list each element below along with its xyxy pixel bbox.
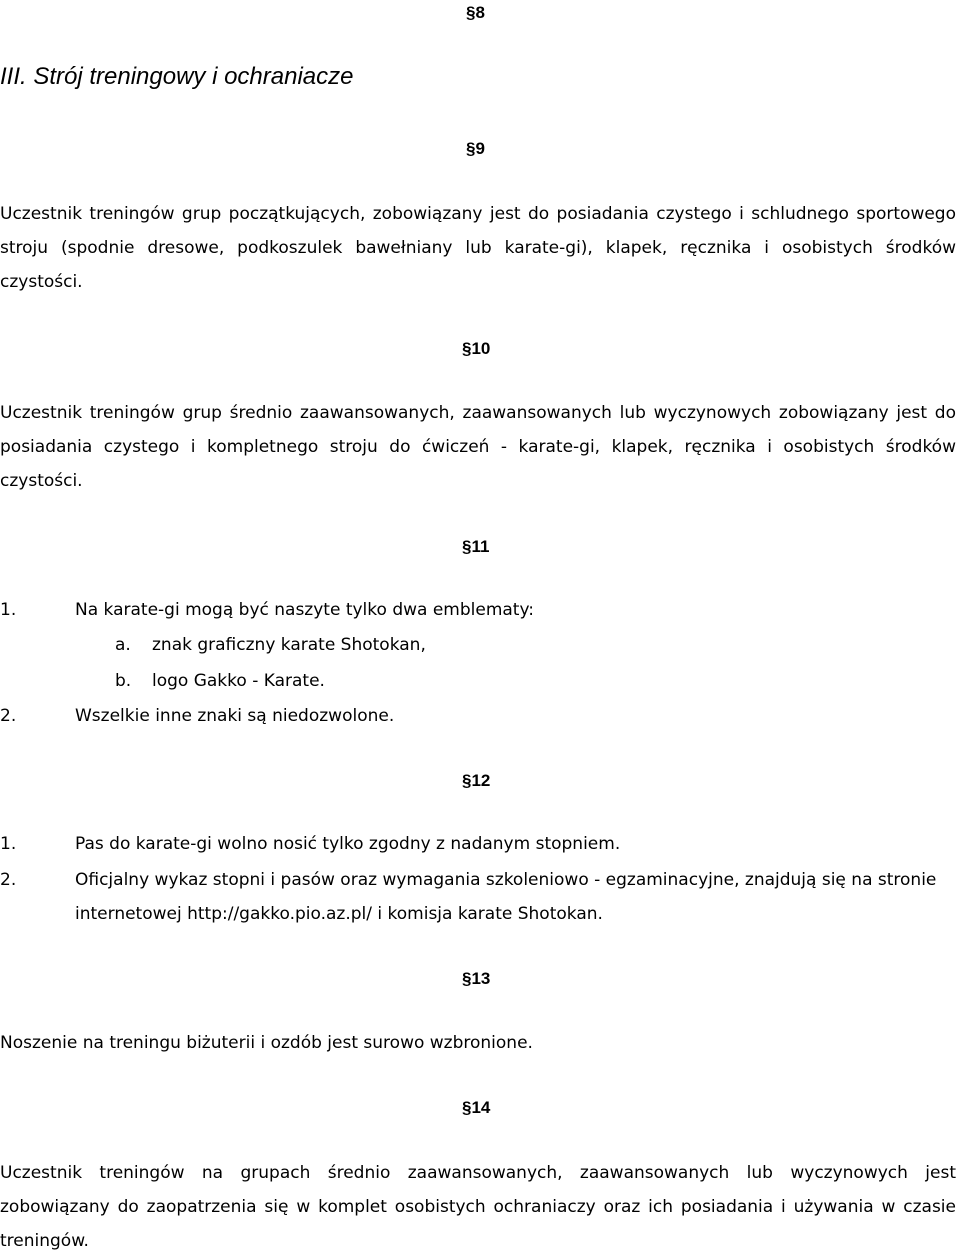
section-11-label: §11 <box>462 537 490 556</box>
list-item-number: 1. <box>0 600 17 620</box>
sublist-item: znak graficzny karate Shotokan, <box>152 635 426 655</box>
list-item-number: 1. <box>0 834 17 854</box>
section-9-label: §9 <box>466 139 485 158</box>
section-13-text: Noszenie na treningu biżuterii i ozdób jest surowo wzbronione. <box>0 1033 533 1053</box>
section-9-text: Uczestnik treningów grup początkujących, zobowiązany jest do posiadania czystego i schludnego sportowego stroju (spodnie dresowe, podkoszulek bawełniany lub karate-gi), klapek, ręcznika i osobistych środków czystości. <box>0 204 956 292</box>
section-13-label: §13 <box>462 969 491 988</box>
section-10-label: §10 <box>462 339 491 358</box>
list-item-number: 2. <box>0 706 17 726</box>
list-item-number: 2. <box>0 870 17 890</box>
list-item: Na karate-gi mogą być naszyte tylko dwa emblematy: <box>75 600 535 620</box>
sublist-item-letter: a. <box>115 635 131 655</box>
section-10-text: Uczestnik treningów grup średnio zaawansowanych, zaawansowanych lub wyczynowych zobowiązany jest do posiadania czystego i kompletnego stroju do ćwiczeń - karate-gi, klapek, ręcznika i osobistych środków czystości. <box>0 403 956 491</box>
chapter-heading: III. Strój treningowy i ochraniacze <box>0 63 354 90</box>
sublist-item-letter: b. <box>115 671 132 691</box>
section-12-label: §12 <box>462 771 491 790</box>
page-section-number: §8 <box>466 3 485 22</box>
sublist-item: logo Gakko - Karate. <box>152 671 325 691</box>
list-item: Pas do karate-gi wolno nosić tylko zgodny z nadanym stopniem. <box>75 834 621 854</box>
section-14-label: §14 <box>462 1098 491 1117</box>
list-item: Oficjalny wykaz stopni i pasów oraz wymagania szkoleniowo - egzaminacyjne, znajdują się na stronie internetowej http://gakko.pio.az.pl/ i komisja karate Shotokan. <box>75 870 937 924</box>
section-14-text: Uczestnik treningów na grupach średnio zaawansowanych, zaawansowanych lub wyczynowych jest zobowiązany do zaopatrzenia się w komplet osobistych ochraniaczy oraz ich posiadania i używania w czasie treningów. <box>0 1163 956 1251</box>
list-item: Wszelkie inne znaki są niedozwolone. <box>75 706 395 726</box>
